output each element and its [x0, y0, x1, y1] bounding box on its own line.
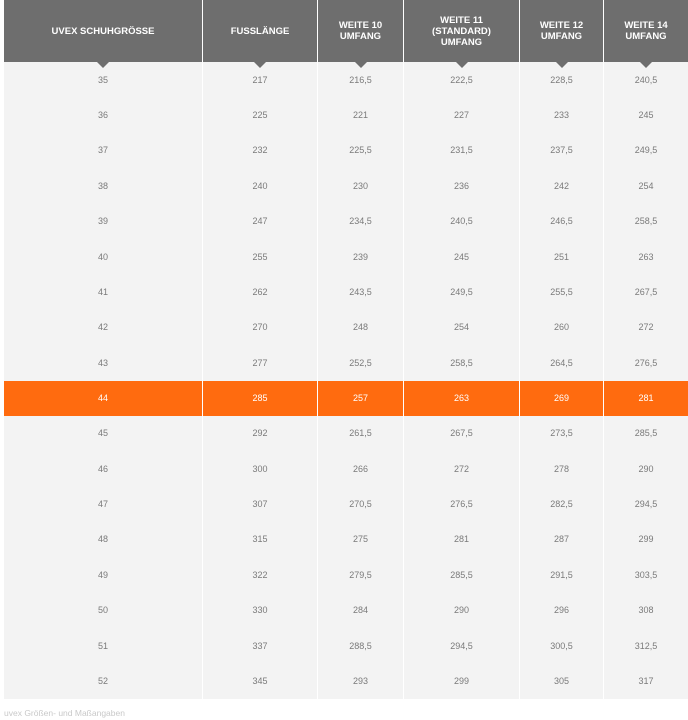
cell-width-10: 225,5	[318, 133, 404, 168]
cell-width-11: 245	[404, 239, 520, 274]
header-row	[4, 0, 688, 62]
cell-width-10: 243,5	[318, 274, 404, 309]
cell-foot-length: 247	[203, 204, 318, 239]
table-row	[4, 274, 688, 309]
cell-width-11: 285,5	[404, 557, 520, 592]
cell-width-11: 236	[404, 168, 520, 203]
cell-width-10: 266	[318, 451, 404, 486]
header-label-line: WEITE 12	[539, 20, 584, 31]
cell-width-10: 248	[318, 310, 404, 345]
table-row	[4, 133, 688, 168]
header-label-line: UMFANG	[440, 36, 483, 48]
header-label-line: UVEX SCHUHGRÖSSE	[51, 25, 155, 37]
cell-foot-length: 240	[203, 168, 318, 203]
cell-width-14: 267,5	[604, 274, 688, 309]
cell-width-14: 258,5	[604, 204, 688, 239]
cell-foot-length: 345	[203, 663, 318, 698]
cell-width-12: 228,5	[520, 62, 604, 97]
down-arrow-icon	[456, 62, 468, 68]
cell-shoe-size: 49	[4, 557, 203, 592]
cell-shoe-size: 35	[4, 62, 203, 97]
cell-width-12: 273,5	[520, 416, 604, 451]
down-arrow-icon	[254, 62, 266, 68]
cell-width-12: 269	[520, 381, 604, 416]
cell-width-10: 230	[318, 168, 404, 203]
table-row	[4, 416, 688, 451]
cell-width-12: 278	[520, 451, 604, 486]
cell-width-14: 272	[604, 310, 688, 345]
cell-foot-length: 232	[203, 133, 318, 168]
cell-width-14: 299	[604, 522, 688, 557]
down-arrow-icon	[556, 62, 568, 68]
cell-width-11: 231,5	[404, 133, 520, 168]
cell-foot-length: 255	[203, 239, 318, 274]
cell-width-11: 254	[404, 310, 520, 345]
cell-width-11: 299	[404, 663, 520, 698]
cell-foot-length: 307	[203, 486, 318, 521]
cell-width-11: 272	[404, 451, 520, 486]
header-label-line: UMFANG	[540, 31, 583, 42]
cell-width-11: 227	[404, 97, 520, 132]
cell-foot-length: 270	[203, 310, 318, 345]
cell-width-10: 270,5	[318, 486, 404, 521]
table-row	[4, 345, 688, 380]
down-arrow-icon	[355, 62, 367, 68]
table-row	[4, 310, 688, 345]
cell-width-14: 285,5	[604, 416, 688, 451]
header-label-line: WEITE 14	[624, 20, 668, 31]
cell-width-10: 284	[318, 592, 404, 627]
cell-width-10: 221	[318, 97, 404, 132]
cell-width-10: 261,5	[318, 416, 404, 451]
header-foot-length	[203, 0, 318, 62]
cell-width-10: 257	[318, 381, 404, 416]
cell-width-12: 233	[520, 97, 604, 132]
cell-width-12: 296	[520, 592, 604, 627]
header-label-line: FUSSLÄNGE	[230, 25, 290, 37]
size-chart	[4, 0, 688, 699]
cell-shoe-size: 48	[4, 522, 203, 557]
cell-width-12: 305	[520, 663, 604, 698]
table-row	[4, 486, 688, 521]
cell-width-14: 308	[604, 592, 688, 627]
cell-width-14: 245	[604, 97, 688, 132]
cell-foot-length: 315	[203, 522, 318, 557]
cell-shoe-size: 41	[4, 274, 203, 309]
cell-width-12: 264,5	[520, 345, 604, 380]
table-row-highlighted	[4, 381, 688, 416]
cell-width-12: 300,5	[520, 628, 604, 663]
cell-shoe-size: 44	[4, 381, 203, 416]
table-body	[4, 62, 688, 699]
cell-width-14: 294,5	[604, 486, 688, 521]
cell-width-12: 255,5	[520, 274, 604, 309]
cell-width-14: 312,5	[604, 628, 688, 663]
header-width-10	[318, 0, 404, 62]
cell-width-12: 282,5	[520, 486, 604, 521]
header-shoe-size	[4, 0, 203, 62]
cell-width-12: 260	[520, 310, 604, 345]
cell-width-11: 290	[404, 592, 520, 627]
cell-foot-length: 285	[203, 381, 318, 416]
table-row	[4, 663, 688, 698]
cell-width-14: 263	[604, 239, 688, 274]
table-row	[4, 592, 688, 627]
cell-width-10: 275	[318, 522, 404, 557]
table-row	[4, 97, 688, 132]
cell-shoe-size: 51	[4, 628, 203, 663]
cell-width-11: 276,5	[404, 486, 520, 521]
down-arrow-icon	[97, 62, 109, 68]
cell-width-11: 267,5	[404, 416, 520, 451]
table-row	[4, 239, 688, 274]
cell-width-10: 288,5	[318, 628, 404, 663]
cell-width-12: 237,5	[520, 133, 604, 168]
cell-width-14: 317	[604, 663, 688, 698]
header-width-11	[404, 0, 520, 62]
cell-width-14: 254	[604, 168, 688, 203]
cell-width-10: 216,5	[318, 62, 404, 97]
header-label-line: WEITE 11	[440, 14, 483, 26]
cell-width-10: 252,5	[318, 345, 404, 380]
cell-width-14: 303,5	[604, 557, 688, 592]
cell-foot-length: 277	[203, 345, 318, 380]
table-row	[4, 628, 688, 663]
header-label-line: (STANDARD)	[432, 25, 491, 37]
table-caption: uvex Größen- und Maßangaben	[4, 708, 125, 718]
cell-shoe-size: 50	[4, 592, 203, 627]
cell-foot-length: 292	[203, 416, 318, 451]
cell-foot-length: 322	[203, 557, 318, 592]
cell-width-12: 242	[520, 168, 604, 203]
header-width-14	[604, 0, 688, 62]
table-row	[4, 204, 688, 239]
cell-width-12: 251	[520, 239, 604, 274]
size-table	[4, 0, 688, 699]
cell-width-14: 240,5	[604, 62, 688, 97]
cell-shoe-size: 46	[4, 451, 203, 486]
header-label-line: UMFANG	[625, 31, 667, 42]
cell-foot-length: 300	[203, 451, 318, 486]
header-width-12	[520, 0, 604, 62]
header-label-line: WEITE 10	[338, 20, 383, 31]
cell-width-10: 239	[318, 239, 404, 274]
cell-width-11: 249,5	[404, 274, 520, 309]
cell-width-14: 276,5	[604, 345, 688, 380]
cell-width-14: 281	[604, 381, 688, 416]
cell-shoe-size: 45	[4, 416, 203, 451]
cell-width-11: 263	[404, 381, 520, 416]
cell-width-14: 290	[604, 451, 688, 486]
cell-width-11: 258,5	[404, 345, 520, 380]
cell-width-11: 281	[404, 522, 520, 557]
cell-width-10: 279,5	[318, 557, 404, 592]
header-label-line: UMFANG	[339, 31, 382, 42]
cell-shoe-size: 39	[4, 204, 203, 239]
table-row	[4, 522, 688, 557]
cell-width-12: 291,5	[520, 557, 604, 592]
cell-width-10: 234,5	[318, 204, 404, 239]
table-row	[4, 557, 688, 592]
cell-width-12: 287	[520, 522, 604, 557]
cell-foot-length: 225	[203, 97, 318, 132]
cell-shoe-size: 37	[4, 133, 203, 168]
cell-shoe-size: 38	[4, 168, 203, 203]
cell-shoe-size: 36	[4, 97, 203, 132]
cell-width-11: 222,5	[404, 62, 520, 97]
cell-shoe-size: 47	[4, 486, 203, 521]
cell-shoe-size: 43	[4, 345, 203, 380]
cell-shoe-size: 42	[4, 310, 203, 345]
cell-width-14: 249,5	[604, 133, 688, 168]
cell-width-11: 294,5	[404, 628, 520, 663]
down-arrow-icon	[640, 62, 652, 68]
cell-foot-length: 262	[203, 274, 318, 309]
cell-width-12: 246,5	[520, 204, 604, 239]
cell-foot-length: 337	[203, 628, 318, 663]
cell-shoe-size: 40	[4, 239, 203, 274]
cell-shoe-size: 52	[4, 663, 203, 698]
table-row	[4, 168, 688, 203]
table-row	[4, 451, 688, 486]
cell-width-11: 240,5	[404, 204, 520, 239]
cell-width-10: 293	[318, 663, 404, 698]
cell-foot-length: 330	[203, 592, 318, 627]
cell-foot-length: 217	[203, 62, 318, 97]
